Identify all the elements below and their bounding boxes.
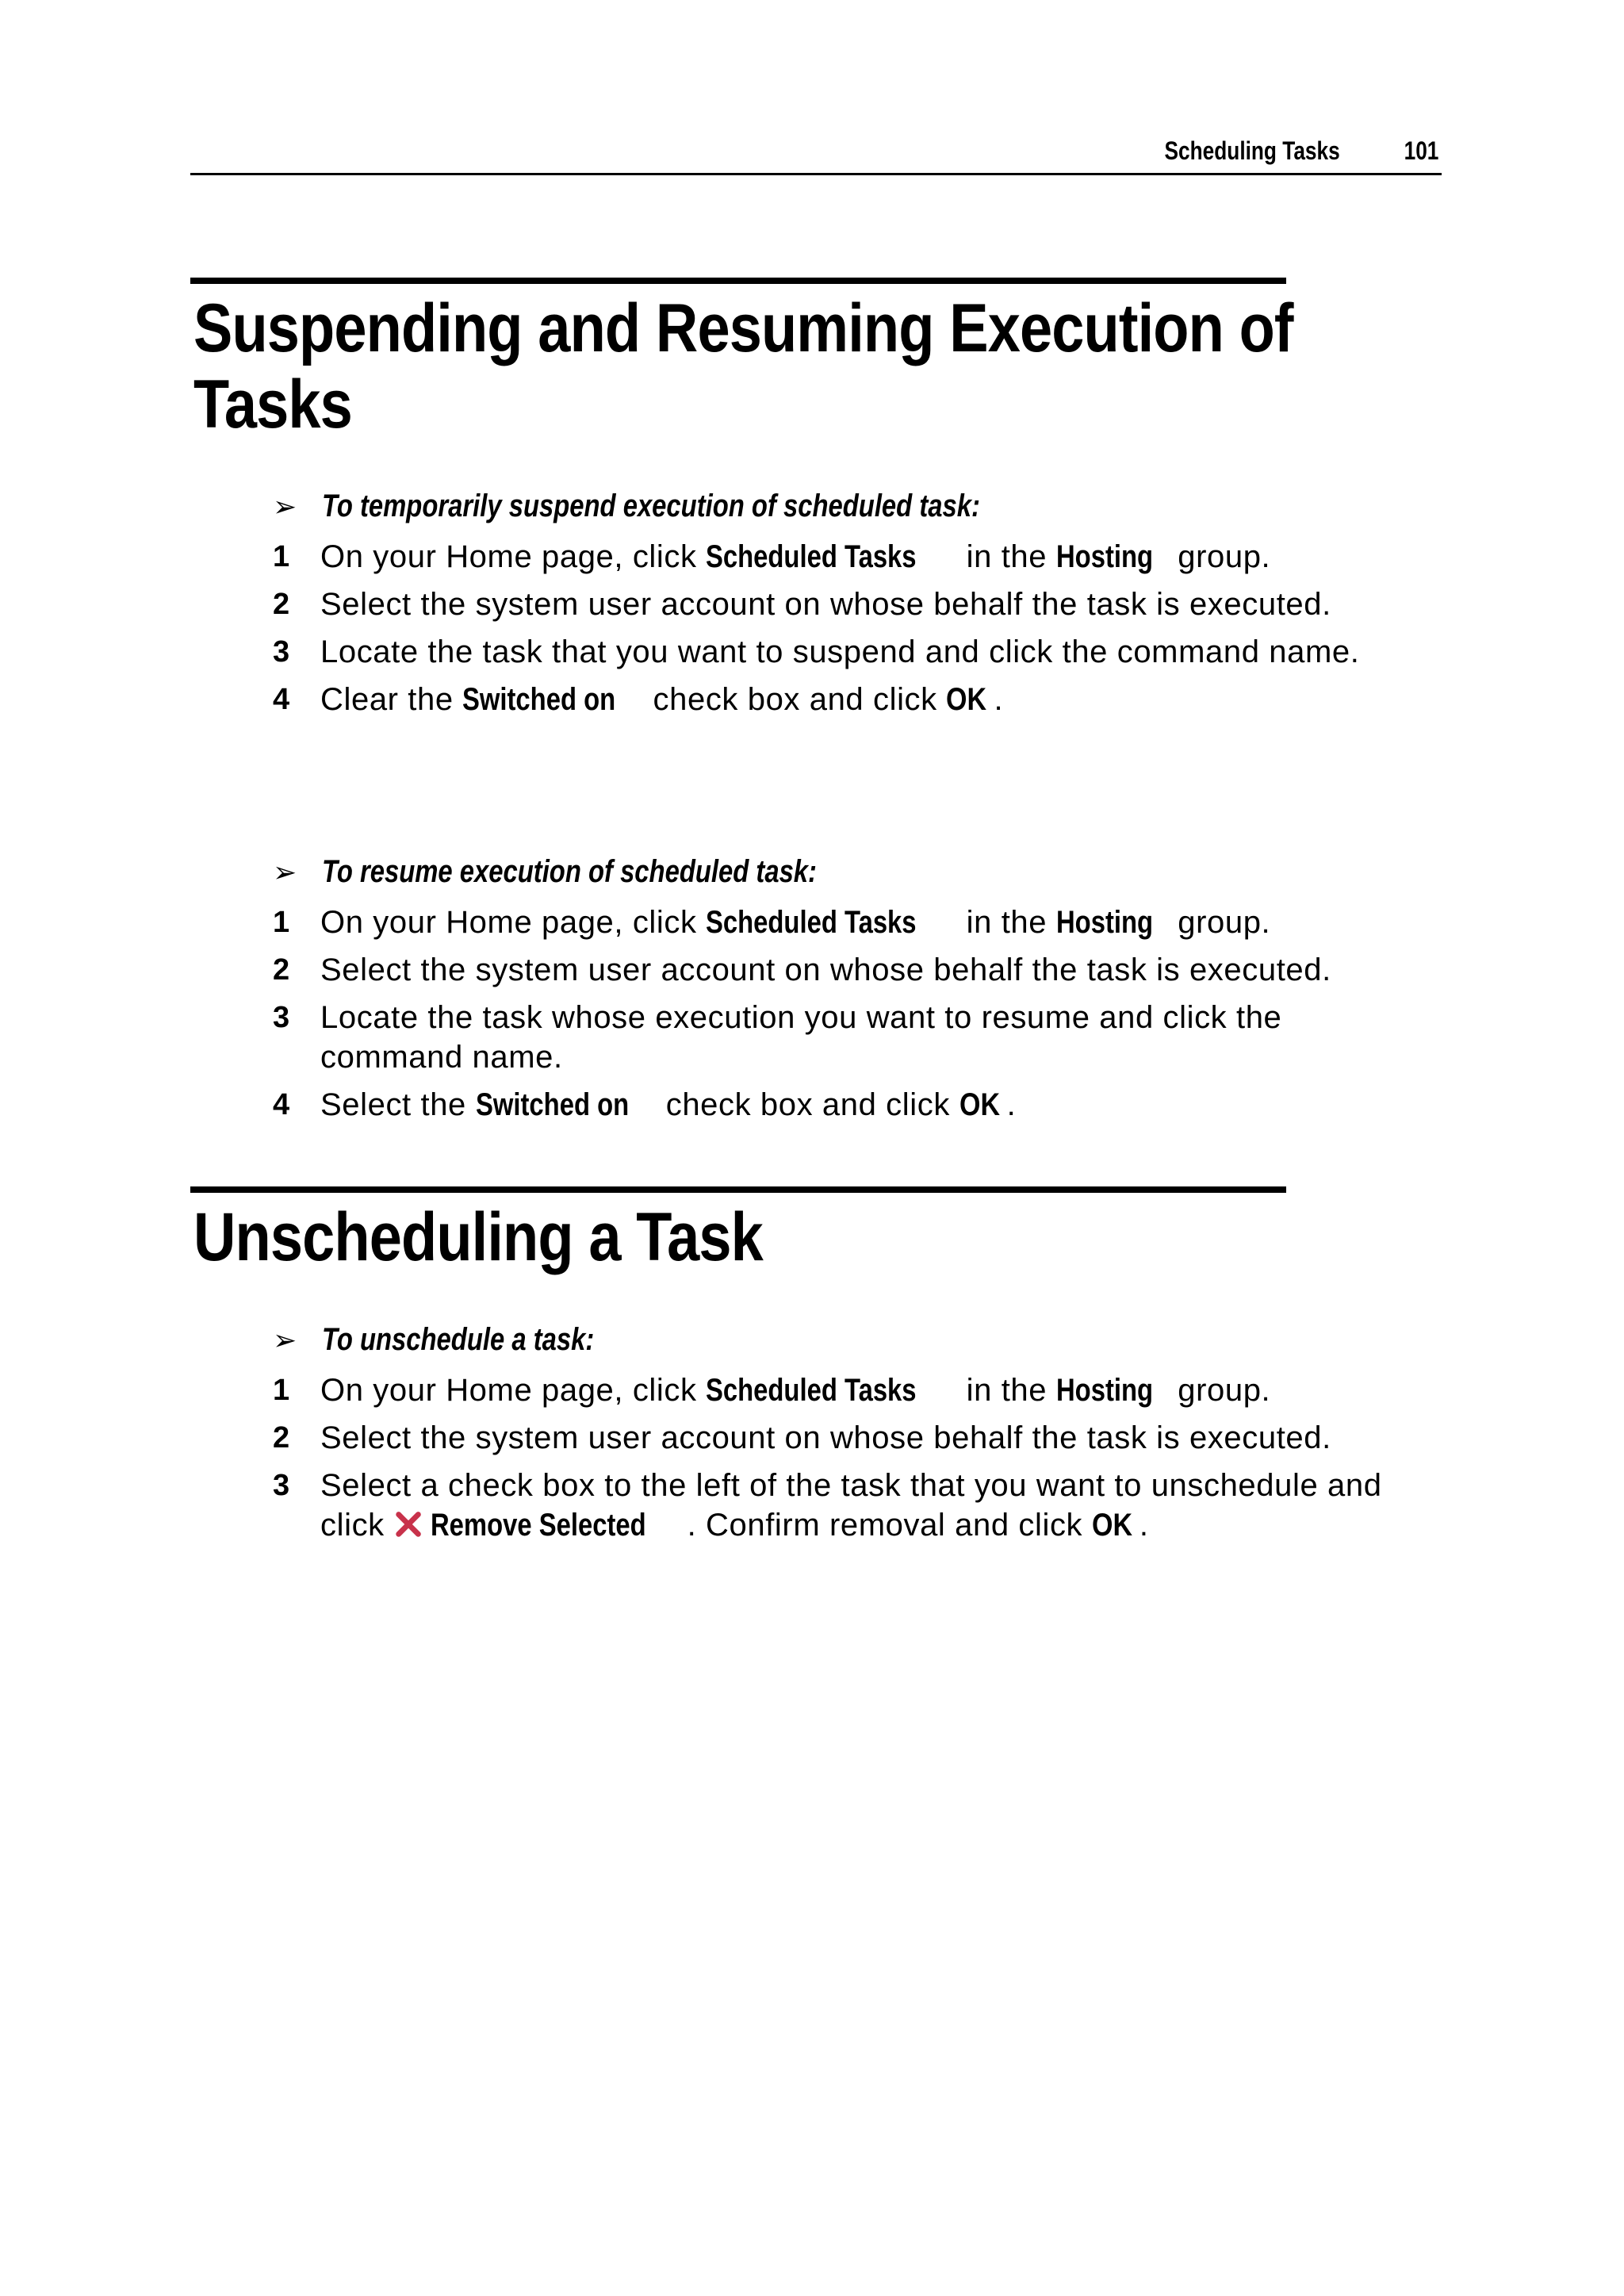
ui-label-ok: OK: [1091, 1508, 1132, 1543]
step-2: [190, 1418, 1459, 1458]
step-text-part: Select the: [320, 1087, 476, 1122]
step-text-part: On your Home page, click: [320, 905, 707, 940]
ui-label-scheduled-tasks: Scheduled Tasks: [706, 905, 917, 940]
ui-label-hosting: Hosting: [1055, 539, 1153, 574]
step-3: [190, 632, 1459, 672]
step-text-part: . Confirm removal and click: [687, 1508, 1092, 1543]
step-text-part: check box and click: [657, 1087, 959, 1122]
ui-label-hosting: Hosting: [1055, 1373, 1153, 1408]
step-2: [190, 950, 1459, 990]
step-text-part: group.: [1168, 539, 1271, 574]
remove-icon: [394, 1508, 424, 1539]
step-text: [320, 680, 1494, 719]
arrow-bullet-icon: ➢: [273, 856, 297, 888]
step-text-part: in the: [956, 905, 1056, 940]
running-header-chapter: Scheduling Tasks: [1164, 136, 1340, 165]
procedure-heading: [190, 1321, 1459, 1363]
step-4: [190, 680, 1459, 719]
ui-label-switched-on: Switched on: [462, 682, 616, 717]
procedure-heading: [190, 488, 1459, 529]
procedure-title: To temporarily suspend execution of scheduled task:: [322, 489, 980, 523]
step-text-part: .: [1006, 1087, 1017, 1122]
step-number: 2: [273, 588, 290, 621]
section-rule: [190, 278, 1286, 284]
section-rule: [190, 1186, 1286, 1193]
step-number: 1: [273, 540, 290, 573]
step-4: [190, 1085, 1459, 1125]
step-1: [190, 903, 1459, 942]
section-title: Suspending and Resuming Execution of Tasks: [193, 290, 1293, 443]
section-suspending-resuming: [190, 278, 1459, 443]
step-text: [320, 1085, 1494, 1125]
arrow-bullet-icon: ➢: [273, 490, 297, 523]
step-1: [190, 1370, 1459, 1410]
step-number: 3: [273, 1469, 290, 1502]
procedure-resume: [190, 853, 1459, 1125]
arrow-bullet-icon: ➢: [273, 1324, 297, 1356]
step-number: 2: [273, 1421, 290, 1455]
step-text-part: group.: [1168, 1373, 1271, 1408]
step-text: Locate the task that you want to suspend and click the command name.: [320, 634, 1360, 669]
step-number: 3: [273, 635, 290, 669]
step-text: Select the system user account on whose behalf the task is executed.: [320, 953, 1331, 987]
section-unscheduling: [190, 1186, 1459, 1275]
step-2: [190, 585, 1459, 624]
step-number: 4: [273, 1088, 290, 1121]
ui-label-remove-selected: Remove Selected: [430, 1508, 646, 1543]
procedure-title: To unschedule a task:: [322, 1322, 595, 1357]
step-1: [190, 537, 1459, 577]
step-text: [320, 1466, 1446, 1545]
step-text: Locate the task whose execution you want to resume and click the command name.: [320, 1000, 1282, 1075]
step-text: Select the system user account on whose behalf the task is executed.: [320, 587, 1331, 622]
procedure-unschedule: [190, 1321, 1459, 1545]
step-number: 1: [273, 1374, 290, 1407]
step-text: [320, 903, 1494, 942]
step-number: 1: [273, 906, 290, 939]
step-number: 3: [273, 1001, 290, 1034]
step-text-part: Clear the: [320, 682, 463, 717]
step-text-part: group.: [1168, 905, 1271, 940]
step-number: 4: [273, 683, 290, 716]
step-text: [320, 537, 1494, 577]
step-text-part: On your Home page, click: [320, 1373, 707, 1408]
step-number: 2: [273, 953, 290, 987]
step-text-part: check box and click: [643, 682, 947, 717]
step-text-part: .: [994, 682, 1004, 717]
section-title: Unscheduling a Task: [193, 1199, 763, 1275]
ui-label-scheduled-tasks: Scheduled Tasks: [706, 1373, 917, 1408]
step-3: [190, 1466, 1459, 1545]
running-header: [190, 135, 1442, 175]
ui-label-switched-on: Switched on: [475, 1087, 629, 1122]
ui-label-hosting: Hosting: [1055, 905, 1153, 940]
procedure-title: To resume execution of scheduled task:: [322, 854, 817, 889]
ui-label-scheduled-tasks: Scheduled Tasks: [706, 539, 917, 574]
step-text-part: On your Home page, click: [320, 539, 707, 574]
step-3: [190, 998, 1459, 1077]
procedure-suspend: [190, 488, 1459, 719]
step-text: Select the system user account on whose behalf the task is executed.: [320, 1420, 1331, 1455]
ui-label-ok: OK: [946, 682, 987, 717]
step-text-part: .: [1139, 1508, 1149, 1543]
step-text-part: in the: [956, 539, 1056, 574]
step-text-part: Select a check box to the left of the task that you want to unschedule and click: [320, 1468, 1382, 1543]
ui-label-ok: OK: [959, 1087, 1000, 1122]
page-number: 101: [1404, 136, 1438, 165]
step-text-part: in the: [956, 1373, 1056, 1408]
step-text: [320, 1370, 1494, 1410]
procedure-heading: [190, 853, 1459, 895]
